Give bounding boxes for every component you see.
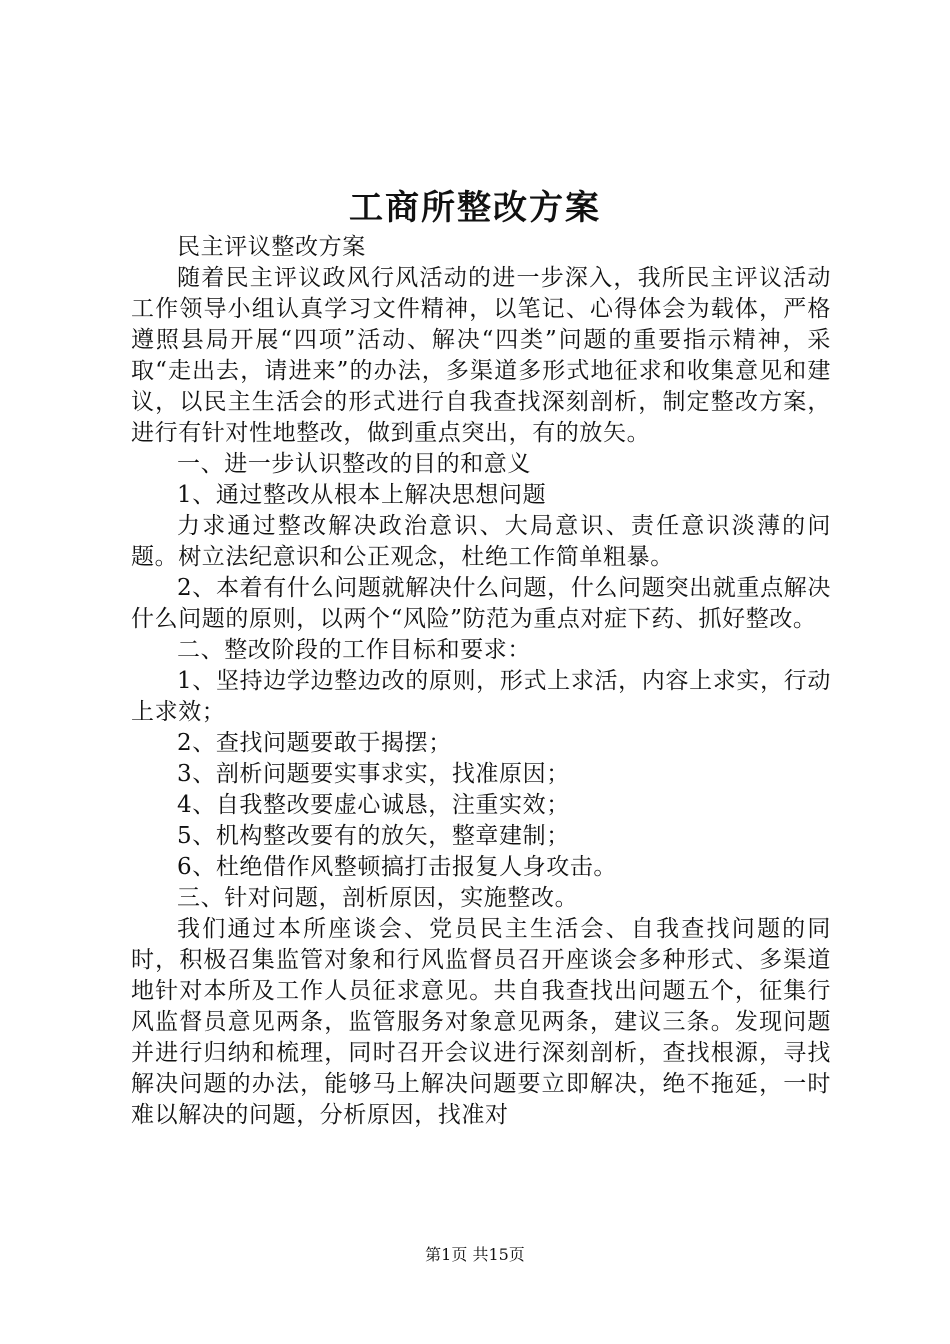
section-heading-1: 一、进一步认识整改的目的和意义 xyxy=(177,451,531,477)
list-item-2-4: 4、自我整改要虚心诚恳，注重实效； xyxy=(177,792,570,818)
section-heading-3: 三、针对问题，剖析原因，实施整改。 xyxy=(177,885,579,911)
paragraph-1-1-detail: 力求通过整改解决政治意识、大局意识、责任意识淡薄的问题。树立法纪意识和公正观念，杜绝工作简单粗暴。 xyxy=(131,513,831,570)
paragraph-section-3: 我们通过本所座谈会、党员民主生活会、自我查找问题的同时，积极召集监管对象和行风监督员召开座谈会多种形式、多渠道地针对本所及工作人员征求意见。共自我查找出问题五个，征集行风监督员意见两条，监管服务对象意见两条，建议三条。发现问题并进行归纳和梳理，同时召开会议进行深刻剖析，查找根源，寻找解决问题的办法，能够马上解决问题要立即解决，绝不拖延，一时难以解决的问题，分析原因，找准对 xyxy=(131,916,831,1128)
list-item-2-2: 2、查找问题要敢于揭摆； xyxy=(177,730,452,756)
list-item-1-1: 1、通过整改从根本上解决思想问题 xyxy=(177,482,547,508)
paragraph-subtitle: 民主评议整改方案 xyxy=(177,234,366,260)
page-number: 第1页 共15页 xyxy=(425,1245,525,1264)
document-body xyxy=(131,232,831,1131)
document-title: 工商所整改方案 xyxy=(349,188,601,228)
list-item-2-3: 3、剖析问题要实事求实，找准原因； xyxy=(177,761,570,787)
list-item-1-2: 2、本着有什么问题就解决什么问题，什么问题突出就重点解决什么问题的原则，以两个“风险”防范为重点对症下药、抓好整改。 xyxy=(131,575,831,632)
list-item-2-6: 6、杜绝借作风整顿搞打击报复人身攻击。 xyxy=(177,854,618,880)
list-item-2-1: 1、坚持边学边整边改的原则，形式上求活，内容上求实，行动上求效； xyxy=(131,668,831,725)
paragraph-intro: 随着民主评议政风行风活动的进一步深入，我所民主评议活动工作领导小组认真学习文件精神，以笔记、心得体会为载体，严格遵照县局开展“四项”活动、解决“四类”问题的重要指示精神，采取“走出去，请进来”的办法，多渠道多形式地征求和收集意见和建议，以民主生活会的形式进行自我查找深刻剖析，制定整改方案，进行有针对性地整改，做到重点突出，有的放矢。 xyxy=(131,265,831,446)
section-heading-2: 二、整改阶段的工作目标和要求： xyxy=(177,637,531,663)
list-item-2-5: 5、机构整改要有的放矢，整章建制； xyxy=(177,823,570,849)
